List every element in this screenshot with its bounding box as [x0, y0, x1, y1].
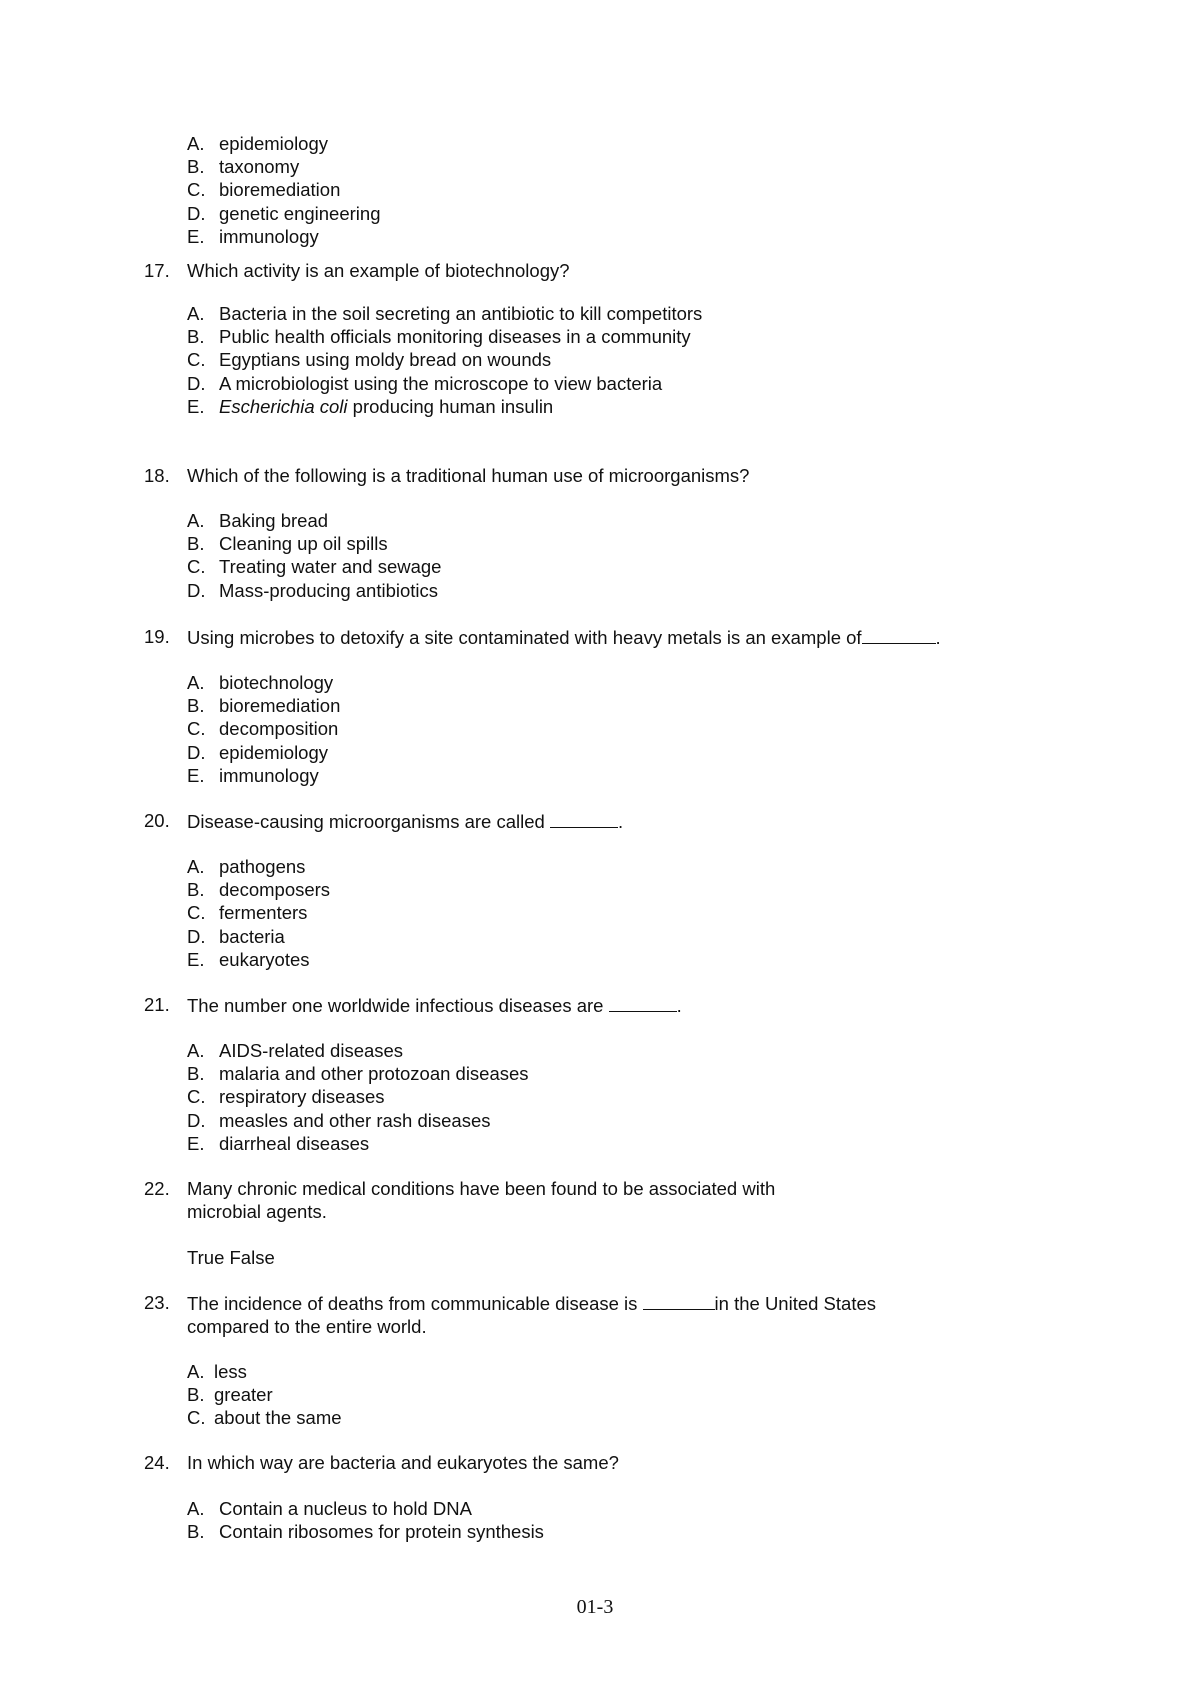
- q19-options: [187, 671, 340, 787]
- option-c: C. fermenters: [187, 902, 308, 924]
- option-e: E. diarrheal diseases: [187, 1132, 370, 1154]
- answer-blank: [550, 809, 618, 828]
- option-d: D. Mass-producing antibiotics: [187, 579, 439, 601]
- option-b: B. Cleaning up oil spills: [187, 533, 388, 555]
- question-number: 24.: [144, 1452, 170, 1473]
- question-18: [144, 464, 1044, 487]
- question-number: 23.: [144, 1292, 170, 1313]
- q16-options: [187, 132, 381, 248]
- option-a: A. Baking bread: [187, 510, 329, 531]
- question-number: 18.: [144, 465, 170, 486]
- question-text: In which way are bacteria and eukaryotes the same?: [187, 1452, 619, 1473]
- question-number: 17.: [144, 260, 170, 281]
- q17-options: [187, 302, 702, 418]
- question-24: [144, 1451, 1044, 1474]
- question-20: [144, 809, 1044, 833]
- option-c: C. decomposition: [187, 718, 339, 740]
- option-d: D. A microbiologist using the microscope to view bacteria: [187, 372, 663, 394]
- option-c: C. Egyptians using moldy bread on wounds: [187, 349, 552, 371]
- option-d: D. genetic engineering: [187, 202, 381, 224]
- q24-options: [187, 1497, 544, 1543]
- question-17: [144, 259, 1044, 282]
- option-b: B. bioremediation: [187, 695, 341, 717]
- question-text: Using microbes to detoxify a site contaminated with heavy metals is an example of .: [187, 627, 941, 648]
- option-e: E. Escherichia coli producing human insulin: [187, 395, 554, 417]
- question-text: Which activity is an example of biotechnology?: [187, 260, 570, 281]
- q23-options: [187, 1360, 342, 1430]
- question-21: [144, 993, 1044, 1017]
- q20-options: [187, 855, 330, 971]
- option-e: E. immunology: [187, 225, 319, 247]
- option-b: B. greater: [187, 1384, 273, 1406]
- question-23: [144, 1291, 1044, 1338]
- option-b: B. malaria and other protozoan diseases: [187, 1063, 529, 1085]
- answer-blank: [609, 993, 677, 1012]
- question-22: [144, 1177, 1044, 1223]
- question-text: The incidence of deaths from communicable disease is in the United States compared to the entire world.: [187, 1293, 877, 1337]
- species-name: Escherichia coli: [219, 395, 348, 417]
- question-19: [144, 625, 1044, 649]
- question-text: The number one worldwide infectious diseases are .: [187, 995, 682, 1016]
- option-b: B. decomposers: [187, 879, 331, 901]
- option-c: C. respiratory diseases: [187, 1086, 385, 1108]
- question-text: Which of the following is a traditional human use of microorganisms?: [187, 465, 750, 486]
- option-a: A. Bacteria in the soil secreting an antibiotic to kill competitors: [187, 303, 703, 324]
- option-b: B. Public health officials monitoring diseases in a community: [187, 326, 691, 348]
- question-number: 19.: [144, 626, 170, 647]
- option-b: B. taxonomy: [187, 156, 300, 178]
- q21-options: [187, 1039, 529, 1155]
- option-d: D. epidemiology: [187, 741, 329, 763]
- question-number: 22.: [144, 1178, 170, 1199]
- q18-options: [187, 509, 441, 602]
- question-text: Many chronic medical conditions have been found to be associated with microbial agents.: [187, 1178, 776, 1222]
- option-a: A. Contain a nucleus to hold DNA: [187, 1498, 472, 1519]
- option-d: D. bacteria: [187, 925, 285, 947]
- page-number: 01-3: [576, 1596, 614, 1618]
- answer-blank: [862, 625, 936, 644]
- answer-blank: [643, 1291, 715, 1310]
- option-a: A. AIDS-related diseases: [187, 1040, 404, 1061]
- option-b: B. Contain ribosomes for protein synthesis: [187, 1521, 544, 1543]
- option-c: C. about the same: [187, 1407, 342, 1429]
- option-d: D. measles and other rash diseases: [187, 1109, 491, 1131]
- option-e: E. immunology: [187, 764, 319, 786]
- option-c: C. bioremediation: [187, 179, 341, 201]
- question-number: 20.: [144, 810, 170, 831]
- option-a: A. epidemiology: [187, 133, 329, 154]
- true-false-choices: True False: [187, 1247, 275, 1268]
- option-a: A. biotechnology: [187, 672, 334, 693]
- option-a: A. pathogens: [187, 856, 306, 877]
- option-e: E. eukaryotes: [187, 948, 310, 970]
- question-text: Disease-causing microorganisms are called .: [187, 811, 624, 832]
- question-number: 21.: [144, 994, 170, 1015]
- option-a: A. less: [187, 1361, 247, 1382]
- option-c: C. Treating water and sewage: [187, 556, 442, 578]
